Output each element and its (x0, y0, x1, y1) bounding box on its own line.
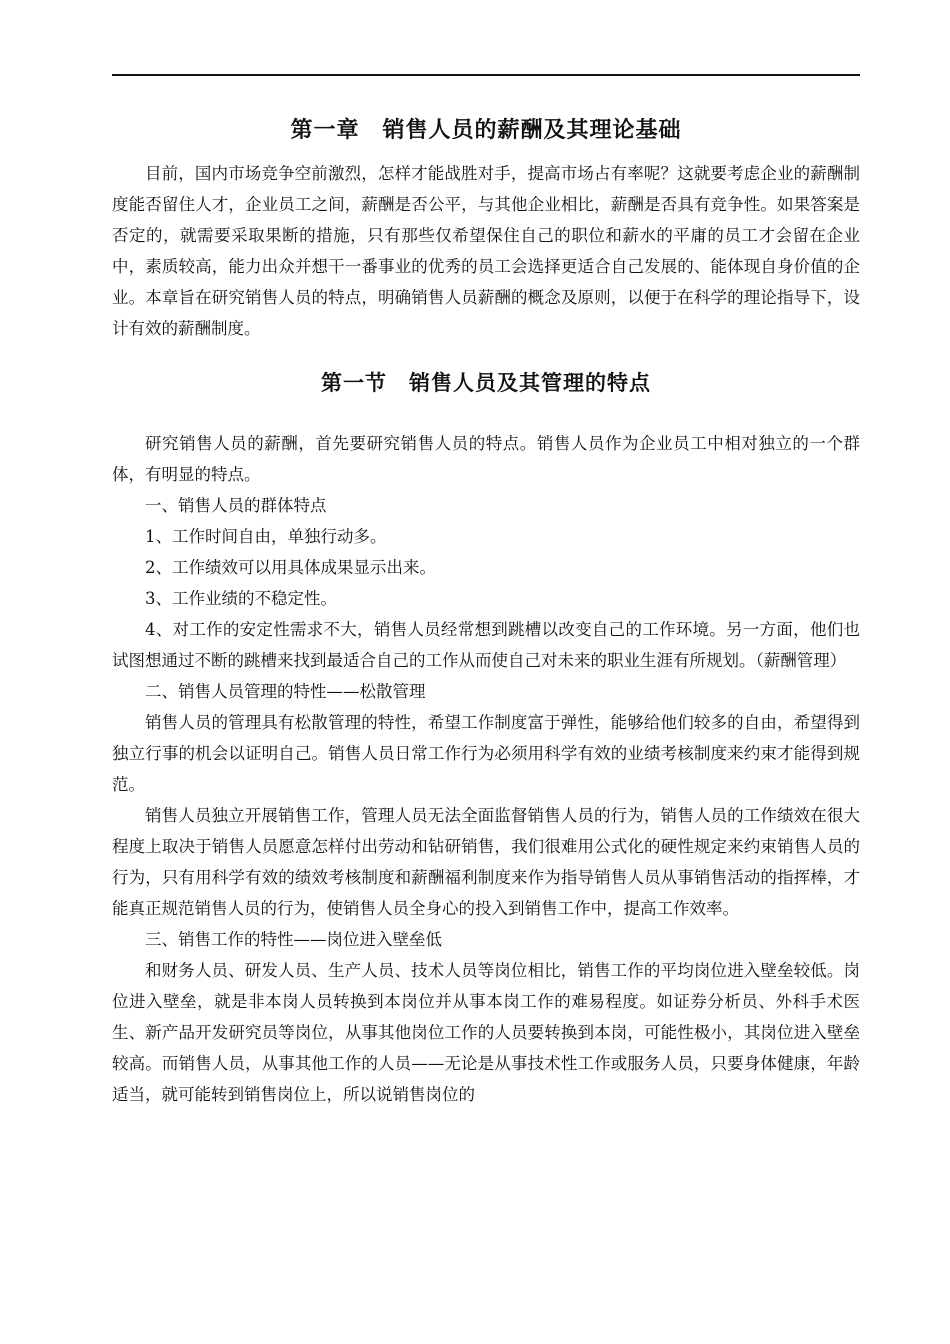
subheading-loose-management: 二、销售人员管理的特性——松散管理 (145, 682, 426, 701)
section-lead-paragraph: 研究销售人员的薪酬，首先要研究销售人员的特点。销售人员作为企业员工中相对独立的一个群体，有明显的特点。 (112, 434, 860, 484)
body-paragraph: 销售人员的管理具有松散管理的特性，希望工作制度富于弹性，能够给他们较多的自由，希望得到独立行事的机会以证明自己。销售人员日常工作行为必须用科学有效的业绩考核制度来约束才能得到规范。 (112, 713, 860, 794)
subheading-low-entry-barrier: 三、销售工作的特性——岗位进入壁垒低 (145, 930, 442, 949)
chapter-intro-paragraph: 目前，国内市场竞争空前激烈，怎样才能战胜对手，提高市场占有率呢？这就要考虑企业的薪酬制度能否留住人才，企业员工之间，薪酬是否公平，与其他企业相比，薪酬是否具有竞争性。如果答案是否定的，就需要采取果断的措施，只有那些仅希望保住自己的职位和薪水的平庸的员工才会留在企业中，素质较高，能力出众并想干一番事业的优秀的员工会选择更适合自己发展的、能体现自身价值的企业。本章旨在研究销售人员的特点，明确销售人员薪酬的概念及原则，以便于在科学的理论指导下，设计有效的薪酬制度。 (112, 164, 860, 338)
subheading-group-traits: 一、销售人员的群体特点 (145, 496, 327, 515)
list-item: 4、对工作的安定性需求不大，销售人员经常想到跳槽以改变自己的工作环境。另一方面，他们也试图想通过不断的跳槽来找到最适合自己的工作从而使自己对未来的职业生涯有所规划。（薪酬管理） (112, 620, 860, 670)
list-item: 2、工作绩效可以用具体成果显示出来。 (145, 558, 436, 577)
page-content (112, 112, 860, 1110)
chapter-title: 第一章 销售人员的薪酬及其理论基础 (290, 117, 682, 143)
section-title: 第一节 销售人员及其管理的特点 (321, 370, 651, 395)
list-item: 3、工作业绩的不稳定性。 (145, 589, 337, 608)
body-paragraph: 和财务人员、研发人员、生产人员、技术人员等岗位相比，销售工作的平均岗位进入壁垒较低。岗位进入壁垒，就是非本岗人员转换到本岗位并从事本岗工作的难易程度。如证券分析员、外科手术医生、新产品开发研究员等岗位，从事其他岗位工作的人员要转换到本岗，可能性极小，其岗位进入壁垒较高。而销售人员，从事其他工作的人员——无论是从事技术性工作或服务人员，只要身体健康，年龄适当，就可能转到销售岗位上，所以说销售岗位的 (112, 961, 860, 1104)
header-rule (112, 74, 860, 76)
body-paragraph: 销售人员独立开展销售工作，管理人员无法全面监督销售人员的行为，销售人员的工作绩效在很大程度上取决于销售人员愿意怎样付出劳动和钻研销售，我们很难用公式化的硬性规定来约束销售人员的行为，只有用科学有效的绩效考核制度和薪酬福利制度来作为指导销售人员从事销售活动的指挥棒，才能真正规范销售人员的行为，使销售人员全身心的投入到销售工作中，提高工作效率。 (112, 806, 860, 918)
list-item: 1、工作时间自由，单独行动多。 (145, 527, 387, 546)
